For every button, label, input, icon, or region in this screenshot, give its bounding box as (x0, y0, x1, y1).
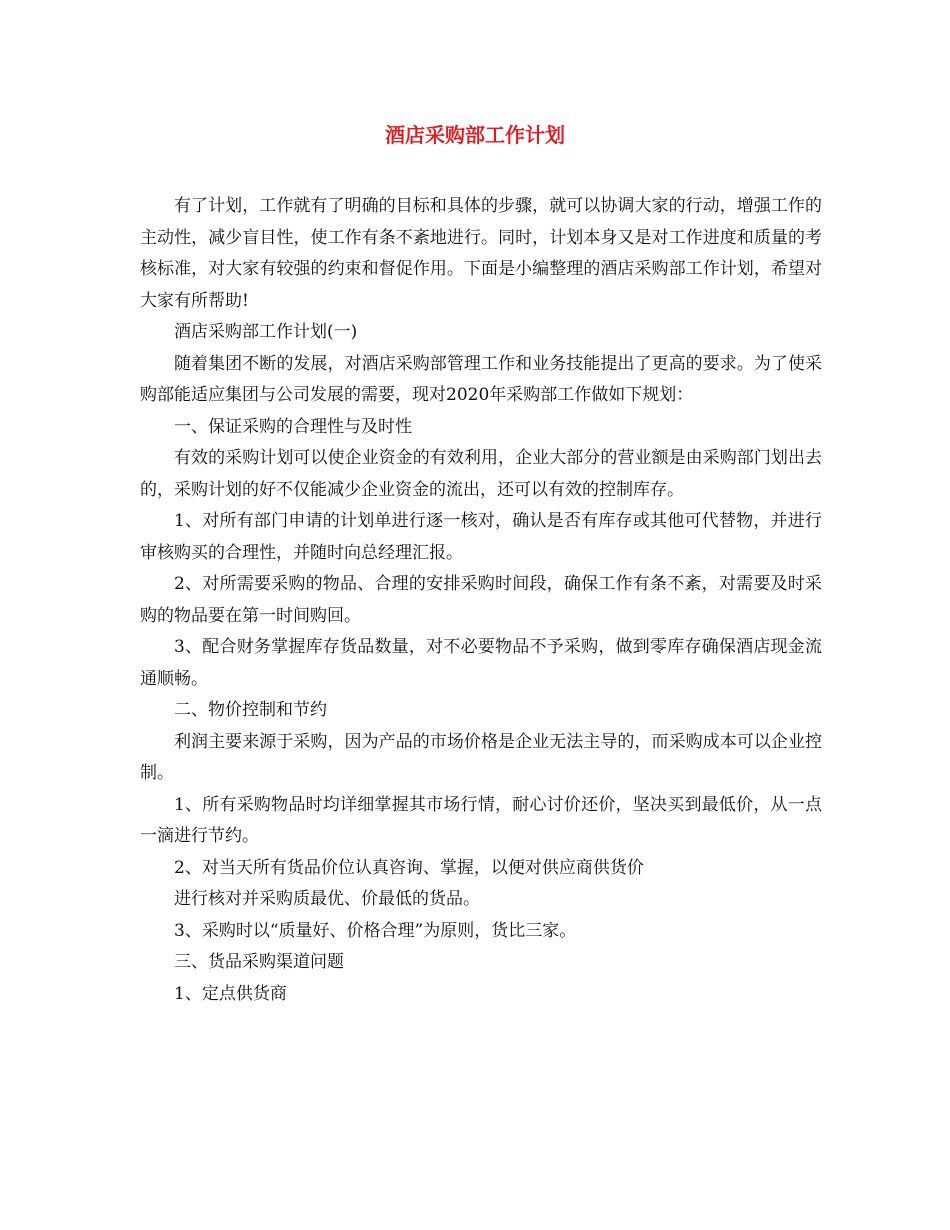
list-item-2-2: 2、对当天所有货品价位认真咨询、掌握，以便对供应商供货价 (174, 857, 644, 878)
document-body (140, 191, 822, 1010)
list-item-1-3: 3、配合财务掌握库存货品数量，对不必要物品不予采购，做到零库存确保酒店现金流通顺畅。 (140, 637, 822, 689)
list-item-1-2: 2、对所需要采购的物品、合理的安排采购时间段，确保工作有条不紊，对需要及时采购的物品要在第一时间购回。 (140, 574, 822, 626)
list-item-1-1: 1、对所有部门申请的计划单进行逐一核对，确认是否有库存或其他可代替物，并进行审核购买的合理性，并随时向总经理汇报。 (140, 511, 822, 563)
section-heading-1: 一、保证采购的合理性与及时性 (174, 416, 412, 437)
document-title: 酒店采购部工作计划 (385, 123, 565, 147)
paragraph-intro: 有了计划，工作就有了明确的目标和具体的步骤，就可以协调大家的行动，增强工作的主动性，减少盲目性，使工作有条不紊地进行。同时，计划本身又是对工作进度和质量的考核标准，对大家有较强的约束和督促作用。下面是小编整理的酒店采购部工作计划，希望对大家有所帮助! (140, 196, 822, 311)
paragraph-background: 随着集团不断的发展，对酒店采购部管理工作和业务技能提出了更高的要求。为了使采购部能适应集团与公司发展的需要，现对2020年采购部工作做如下规划： (140, 353, 822, 405)
list-item-2-1: 1、所有采购物品时均详细掌握其市场行情，耐心讨价还价，坚决买到最低价，从一点一滴进行节约。 (140, 794, 822, 846)
paragraph-purchase-plan: 有效的采购计划可以使企业资金的有效利用，企业大部分的营业额是由采购部门划出去的，采购计划的好不仅能减少企业资金的流出，还可以有效的控制库存。 (140, 448, 822, 500)
list-item-3-1: 1、定点供货商 (174, 983, 287, 1004)
section-heading-2: 二、物价控制和节约 (174, 700, 327, 720)
section-heading-3: 三、货品采购渠道问题 (174, 952, 344, 972)
list-item-2-2-continued: 进行核对并采购质最优、价最低的货品。 (174, 889, 480, 909)
list-item-2-3: 3、采购时以“质量好、价格合理”为原则，货比三家。 (174, 920, 577, 941)
paragraph-profit: 利润主要来源于采购，因为产品的市场价格是企业无法主导的，而采购成本可以企业控制。 (140, 731, 822, 783)
section-heading-plan-one: 酒店采购部工作计划(一) (174, 322, 358, 342)
